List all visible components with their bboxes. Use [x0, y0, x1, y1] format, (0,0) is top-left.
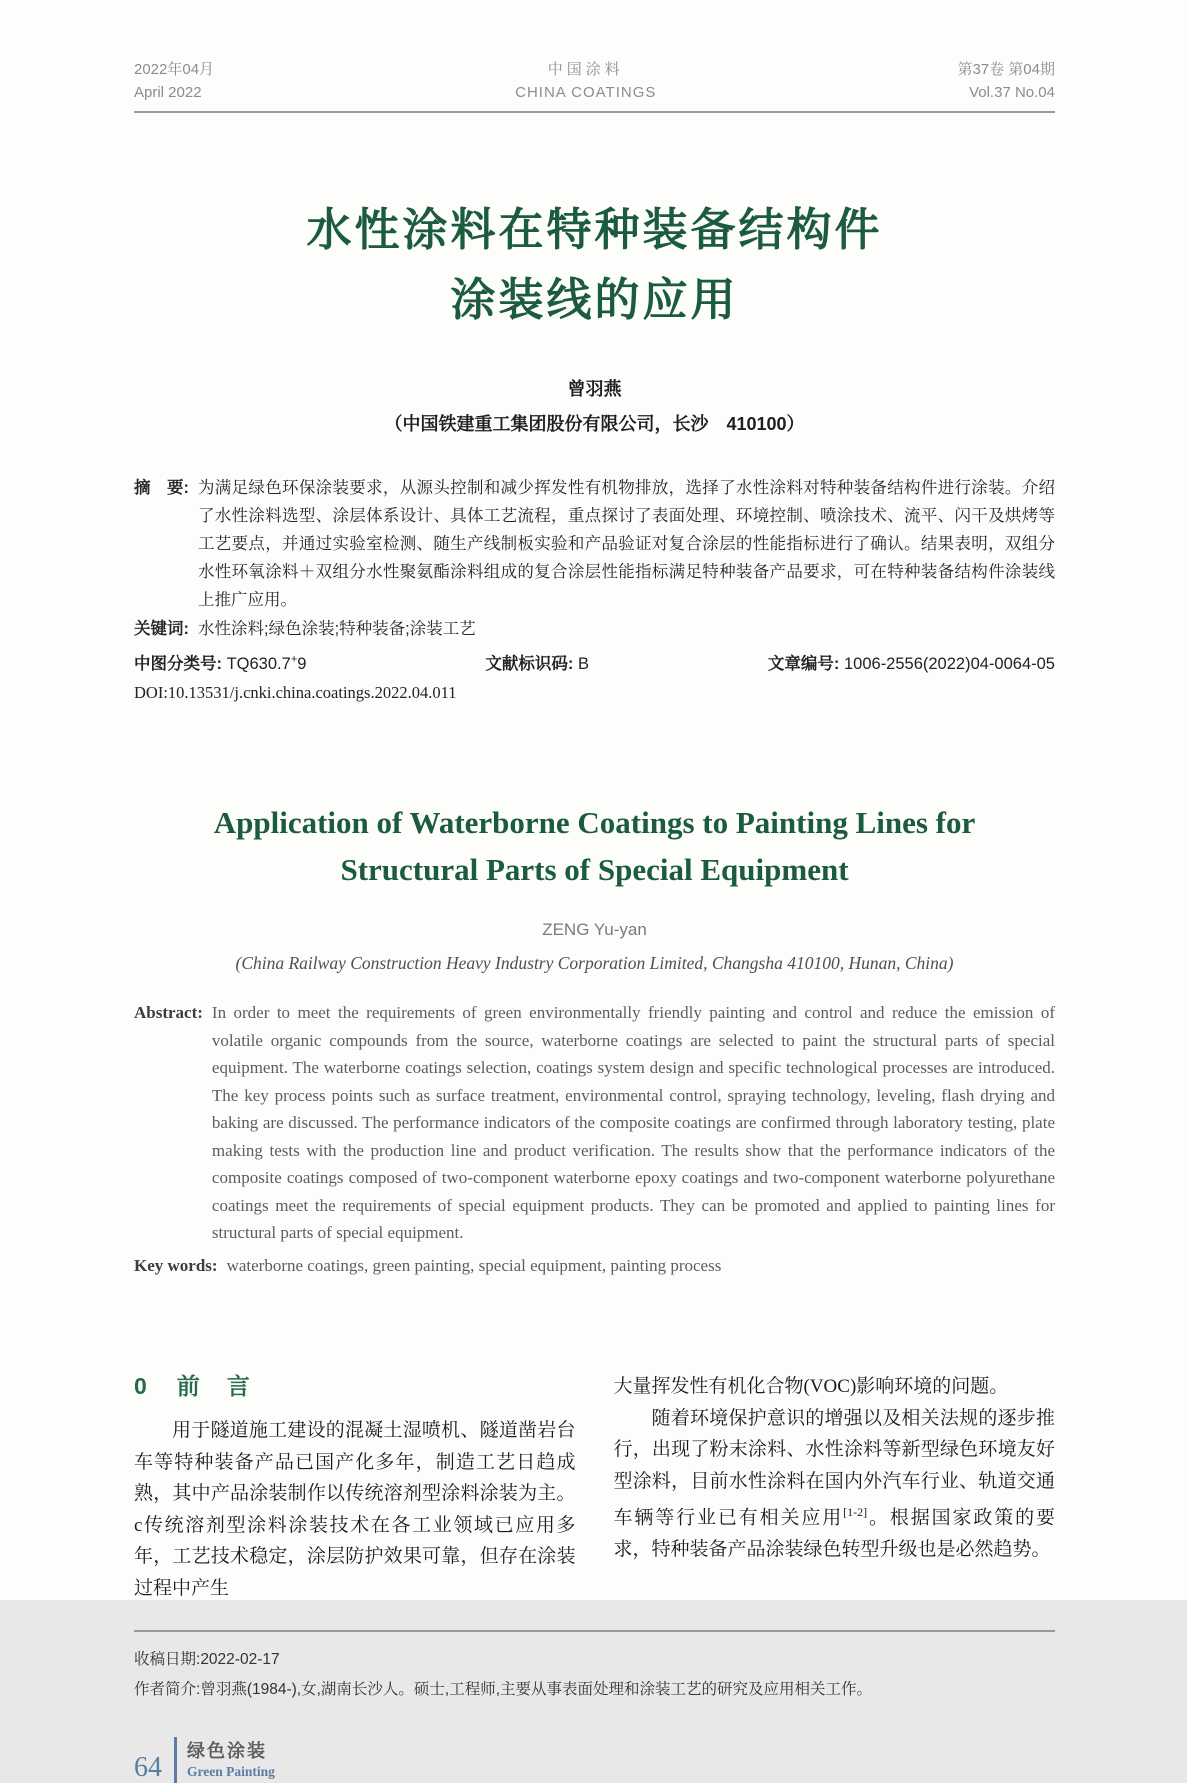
column-name-cn: 绿色涂装 [187, 1741, 267, 1761]
abstract-cn-text: 为满足绿色环保涂装要求，从源头控制和减少挥发性有机物排放，选择了水性涂料对特种装备结构件进行涂装。介绍了水性涂料选型、涂层体系设计、具体工艺流程，重点探讨了表面处理、环境控制、喷涂技术、流平、闪干及烘烤等工艺要点，并通过实验室检测、随生产线制板实验和产品验证对复合涂层的性能指标进行了确认。结果表明，双组分水性环氧涂料＋双组分水性聚氨酯涂料组成的复合涂层性能指标满足特种装备产品要求，可在特种装备结构件涂装线上推广应用。 [198, 479, 1055, 609]
keywords-cn-text: 水性涂料;绿色涂装;特种装备;涂装工艺 [198, 620, 476, 638]
keywords-cn-label: 关键词: [134, 620, 189, 638]
section-0-number: 0 [134, 1373, 147, 1399]
article-title-en [134, 799, 1055, 893]
doi: DOI:10.13531/j.cnki.china.coatings.2022.04.011 [134, 683, 457, 702]
section-0-heading [134, 1371, 576, 1401]
affiliation-en: (China Railway Construction Heavy Industry Corporation Limited, Changsha 410100, Hunan, China) [235, 953, 954, 973]
intro-paragraph-2-text-end: 。根据国家政策的要求，特种装备产品涂装绿色转型升级也是必然趋势。 [613, 1507, 1055, 1560]
reference-marker: [1-2] [843, 1505, 868, 1519]
clc-superscript: + [290, 653, 298, 666]
body-column-right [614, 1371, 1056, 1604]
article-title-cn-line2: 涂装线的应用 [450, 274, 739, 325]
body-column-left [134, 1371, 576, 1604]
header-divider [134, 111, 1055, 113]
received-date-value: 2022-02-17 [200, 1651, 280, 1668]
section-0-title: 前 言 [176, 1373, 252, 1399]
journal-name-cn: 中国涂料 [547, 61, 624, 78]
footer-divider-bar [174, 1737, 177, 1783]
keywords-en [134, 1252, 1055, 1280]
journal-date [134, 58, 214, 104]
article-title-en-line1: Application of Waterborne Coatings to Painting Lines for [213, 805, 976, 840]
article-title-cn [134, 195, 1055, 335]
received-date-label: 收稿日期: [134, 1651, 201, 1668]
journal-issue [957, 58, 1055, 104]
journal-issue-en: Vol.37 No.04 [969, 84, 1055, 101]
abstract-en-label: Abstract: [134, 1003, 203, 1022]
author-bio-label: 作者简介: [134, 1681, 201, 1698]
clc-label: 中图分类号: [134, 655, 227, 673]
page-footer [134, 1737, 1055, 1783]
intro-paragraph-2-text: 随着环境保护意识的增强以及相关法规的逐步推行，出现了粉末涂料、水性涂料等新型绿色环境友好型涂料，目前水性涂料在国内外汽车行业、轨道交通车辆等行业已有相关应用 [613, 1407, 1055, 1529]
page-number: 64 [134, 1752, 162, 1783]
author-cn: 曾羽燕 [567, 379, 622, 399]
article-number [768, 650, 1055, 674]
article-title-en-line2: Structural Parts of Special Equipment [340, 852, 849, 887]
author-bio-row [134, 1675, 1055, 1705]
article-title-cn-line1: 水性涂料在特种装备结构件 [306, 204, 883, 255]
journal-header [134, 58, 1055, 104]
intro-paragraph-1: 用于隧道施工建设的混凝土湿喷机、隧道凿岩台车等特种装备产品已国产化多年，制造工艺日趋成熟，其中产品涂装制作以传统溶剂型涂料涂装为主。c传统溶剂型涂料涂装技术在各工业领域已应用多年，工艺技术稳定，涂层防护效果可靠，但存在涂装过程中产生 [134, 1420, 576, 1599]
author-bio-text: 曾羽燕(1984-),女,湖南长沙人。硕士,工程师,主要从事表面处理和涂装工艺的研究及应用相关工作。 [200, 1681, 873, 1698]
affiliation-cn: （中国铁建重工集团股份有限公司，长沙 410100） [384, 414, 805, 434]
document-code-value: B [577, 655, 589, 673]
clc-number [134, 650, 306, 674]
journal-name [515, 58, 656, 104]
document-code-label: 文献标识码: [485, 655, 578, 673]
classification-row [134, 650, 1055, 674]
article-body [134, 1371, 1055, 1604]
document-code [485, 650, 589, 674]
journal-name-en: CHINA COATINGS [515, 84, 657, 101]
keywords-en-text: waterborne coatings, green painting, special equipment, painting process [226, 1255, 722, 1275]
article-number-label: 文章编号: [767, 655, 844, 673]
clc-base: TQ630.7 [226, 655, 291, 673]
journal-issue-cn: 第37卷 第04期 [957, 61, 1055, 78]
received-date-row [134, 1645, 1055, 1675]
column-name [187, 1739, 275, 1781]
abstract-en-text: In order to meet the requirements of green environmentally friendly painting and control and reduce the emission of volatile organic compounds from the source, waterborne coatings are selected to paint the structural parts of special equipment. The waterborne coatings selection, coatings system design and specific technological processes are introduced. The key process points such as surface treatment, environmental control, spraying technology, leveling, flash drying and baking are discussed. The performance indicators of the composite coatings are confirmed through laboratory testing, plate making tests with the production line and product verification. The results show that the performance indicators of the composite coatings composed of two-component waterborne epoxy coatings and two-component waterborne polyurethane coatings meet the requirements of special equipment products. They can be promoted and applied to painting lines for structural parts of special equipment. [211, 1003, 1055, 1242]
keywords-en-label: Key words: [134, 1255, 218, 1275]
journal-date-en: April 2022 [134, 84, 202, 101]
column-name-en: Green Painting [187, 1764, 275, 1779]
keywords-cn [134, 615, 1055, 643]
author-en: ZENG Yu-yan [542, 920, 647, 939]
journal-date-cn: 2022年04月 [134, 61, 215, 78]
abstract-cn-label: 摘 要: [134, 479, 189, 497]
abstract-en [134, 999, 1055, 1247]
intro-paragraph-2 [614, 1403, 1056, 1566]
intro-paragraph-1-continued: 大量挥发性有机化合物(VOC)影响环境的问题。 [613, 1376, 1009, 1397]
clc-tail: 9 [297, 655, 307, 673]
abstract-cn [134, 474, 1055, 614]
article-number-value: 1006-2556(2022)04-0064-05 [843, 655, 1055, 673]
footnote [134, 1630, 1055, 1705]
